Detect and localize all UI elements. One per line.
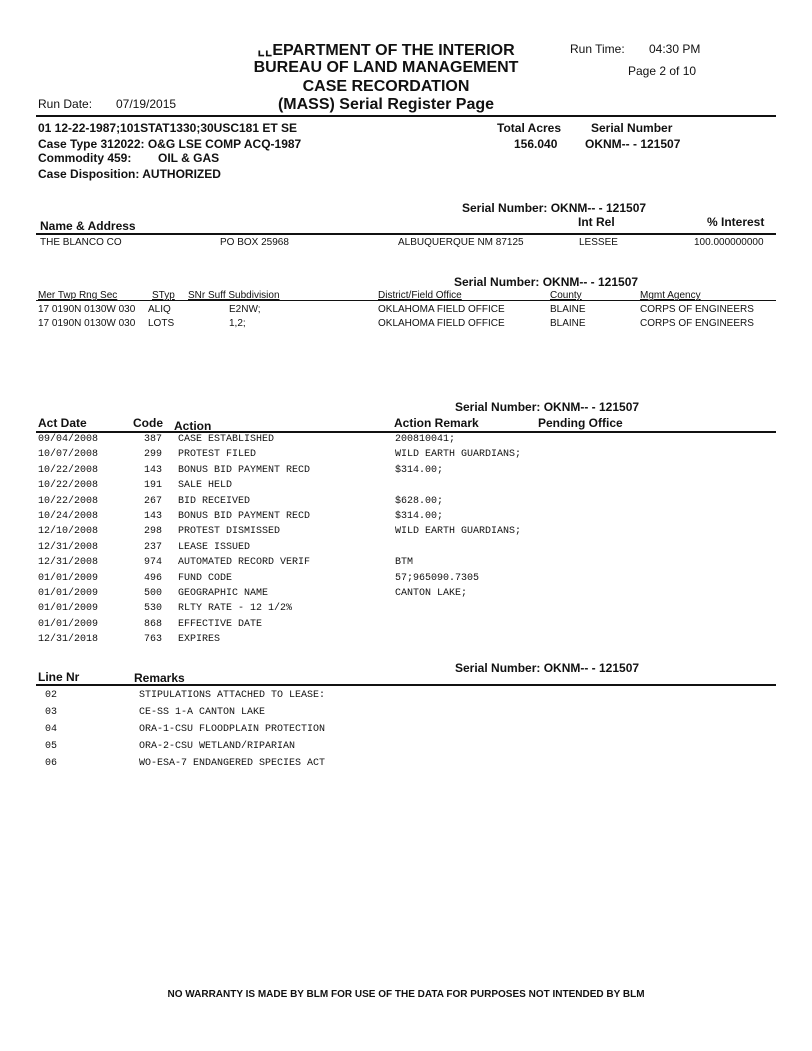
district-cell: OKLAHOMA FIELD OFFICE [378,318,505,329]
mer-twp-cell: 17 0190N 0130W 030 [38,304,136,315]
styp-cell: LOTS [148,318,175,329]
county-cell: BLAINE [550,318,586,329]
table-row [0,542,812,557]
land-serial-label: Serial Number: OKNM-- - 121507 [454,275,639,289]
commodity-value: OIL & GAS [158,151,220,165]
table-row [0,480,812,495]
col-action-remark: Action Remark [394,416,479,430]
mer-twp-cell: 17 0190N 0130W 030 [38,318,136,329]
commodity-label: Commodity 459: [38,151,132,165]
col-county: County [550,290,582,301]
table-row [0,634,812,649]
action-cell: PROTEST FILED [178,449,257,461]
code-cell: 868 [144,618,163,630]
table-row [0,588,812,603]
table-row [0,304,812,319]
line-nr-cell: 06 [45,758,58,769]
table-row [0,758,812,773]
code-cell: 530 [144,603,163,615]
total-acres-label: Total Acres [497,121,562,135]
names-rule [36,233,776,235]
table-row [0,237,812,252]
table-row [0,496,812,511]
run-date-value: 07/19/2015 [116,97,177,111]
col-styp: STyp [152,290,175,301]
agency-cell: CORPS OF ENGINEERS [640,318,754,329]
city-cell: ALBUQUERQUE NM 87125 [398,237,524,248]
total-acres-value: 156.040 [514,137,558,151]
address-cell: PO BOX 25968 [220,237,289,248]
serial-number-label: Serial Number [591,121,673,135]
code-cell: 299 [144,449,163,461]
district-cell: OKLAHOMA FIELD OFFICE [378,304,505,315]
page-title-bureau: BUREAU OF LAND MANAGEMENT [253,59,519,76]
remark-cell: $314.00; [395,464,444,476]
remark-text-cell: WO-ESA-7 ENDANGERED SPECIES ACT [139,758,326,769]
action-cell: RLTY RATE - 12 1/2% [178,603,293,615]
remark-cell: $314.00; [395,511,444,522]
action-cell: PROTEST DISMISSED [178,526,281,538]
name-cell: THE BLANCO CO [40,237,122,248]
run-time-value: 04:30 PM [649,42,701,56]
act-date-cell: 10/24/2008 [38,511,99,522]
line-nr-cell: 05 [45,741,58,752]
act-date-cell: 12/31/2018 [38,634,99,646]
act-date-cell: 10/22/2008 [38,464,99,476]
remark-cell: BTM [395,557,414,569]
code-cell: 763 [144,634,163,646]
code-cell: 237 [144,541,163,553]
subdivision-cell: E2NW; [229,304,261,315]
action-cell: GEOGRAPHIC NAME [178,588,269,599]
code-cell: 267 [144,495,163,507]
line-nr-cell: 04 [45,724,58,735]
page-number: Page 2 of 10 [628,64,697,78]
header-rule [36,115,776,117]
table-row [0,434,812,449]
code-cell: 191 [144,480,163,492]
case-type: Case Type 312022: O&G LSE COMP ACQ-1987 [38,137,302,151]
action-cell: BID RECEIVED [178,495,251,507]
names-serial-label: Serial Number: OKNM-- - 121507 [462,201,647,215]
action-cell: FUND CODE [178,572,233,584]
col-name-address: Name & Address [40,219,136,233]
table-row [0,690,812,705]
actions-serial-label: Serial Number: OKNM-- - 121507 [455,400,640,414]
col-int-rel: Int Rel [578,215,615,229]
action-cell: CASE ESTABLISHED [178,434,275,445]
footer-disclaimer: NO WARRANTY IS MADE BY BLM FOR USE OF THE DATA FOR PURPOSES NOT INTENDED BY BLM [167,989,645,1000]
table-row [0,619,812,634]
page-title-department: ⌞⌞EPARTMENT OF THE INTERIOR [257,42,515,59]
act-date-cell: 10/22/2008 [38,480,99,492]
col-line-nr: Line Nr [38,670,80,684]
remark-text-cell: STIPULATIONS ATTACHED TO LEASE: [139,690,326,701]
col-code: Code [133,416,163,430]
table-row [0,707,812,722]
subdivision-cell: 1,2; [229,318,246,329]
remark-text-cell: CE-SS 1-A CANTON LAKE [139,707,266,718]
act-date-cell: 12/31/2008 [38,557,99,569]
col-act-date: Act Date [38,416,87,430]
act-date-cell: 01/01/2009 [38,603,99,615]
act-date-cell: 01/01/2009 [38,588,99,599]
int-rel-cell: LESSEE [579,237,618,248]
case-disposition: Case Disposition: AUTHORIZED [38,167,221,181]
run-date-label: Run Date: [38,97,93,111]
case-authority: 01 12-22-1987;101STAT1330;30USC181 ET SE [38,121,298,135]
remark-cell: 200810041; [395,434,456,445]
code-cell: 496 [144,572,163,584]
land-rule [36,300,776,301]
remark-cell: CANTON LAKE; [395,588,468,599]
action-cell: SALE HELD [178,480,233,492]
col-mgmt-agency: Mgmt Agency [640,290,701,301]
code-cell: 143 [144,511,163,522]
table-row [0,557,812,572]
remark-cell: 57;965090.7305 [395,572,480,584]
county-cell: BLAINE [550,304,586,315]
table-row [0,526,812,541]
table-row [0,449,812,464]
remarks-serial-label: Serial Number: OKNM-- - 121507 [455,661,640,675]
serial-number-value: OKNM-- - 121507 [585,137,681,151]
code-cell: 974 [144,557,163,569]
action-cell: BONUS BID PAYMENT RECD [178,511,311,522]
col-remarks: Remarks [134,671,185,685]
table-row [0,724,812,739]
act-date-cell: 09/04/2008 [38,434,99,445]
col-pending-office: Pending Office [538,416,623,430]
action-cell: EXPIRES [178,634,221,646]
table-row [0,511,812,526]
action-cell: LEASE ISSUED [178,541,251,553]
line-nr-cell: 03 [45,707,58,718]
table-row [0,741,812,756]
act-date-cell: 10/22/2008 [38,495,99,507]
remark-text-cell: ORA-1-CSU FLOODPLAIN PROTECTION [139,724,326,735]
act-date-cell: 12/31/2008 [38,541,99,553]
code-cell: 143 [144,464,163,476]
col-action: Action [174,419,212,433]
page-title-serial-register: (MASS) Serial Register Page [277,96,495,113]
col-mer-twp: Mer Twp Rng Sec [38,290,118,301]
run-time-label: Run Time: [570,42,625,56]
remark-cell: WILD EARTH GUARDIANS; [395,526,522,538]
col-district: District/Field Office [378,290,462,301]
table-row [0,603,812,618]
agency-cell: CORPS OF ENGINEERS [640,304,754,315]
interest-cell: 100.000000000 [694,237,764,248]
code-cell: 500 [144,588,163,599]
table-row [0,573,812,588]
page-title-recordation: CASE RECORDATION [302,78,470,95]
code-cell: 298 [144,526,163,538]
table-row [0,465,812,480]
remark-cell: WILD EARTH GUARDIANS; [395,449,522,461]
remarks-rule [36,684,776,686]
line-nr-cell: 02 [45,690,58,701]
act-date-cell: 01/01/2009 [38,572,99,584]
act-date-cell: 01/01/2009 [38,618,99,630]
act-date-cell: 10/07/2008 [38,449,99,461]
table-row [0,318,812,333]
remark-text-cell: ORA-2-CSU WETLAND/RIPARIAN [139,741,296,752]
styp-cell: ALIQ [148,304,171,315]
action-cell: AUTOMATED RECORD VERIF [178,557,311,569]
act-date-cell: 12/10/2008 [38,526,99,538]
action-cell: EFFECTIVE DATE [178,618,263,630]
action-cell: BONUS BID PAYMENT RECD [178,464,311,476]
remark-cell: $628.00; [395,495,444,507]
actions-rule [36,431,776,433]
col-snr-subdivision: SNr Suff Subdivision [188,290,280,301]
col-interest: % Interest [707,215,765,229]
code-cell: 387 [144,434,163,445]
